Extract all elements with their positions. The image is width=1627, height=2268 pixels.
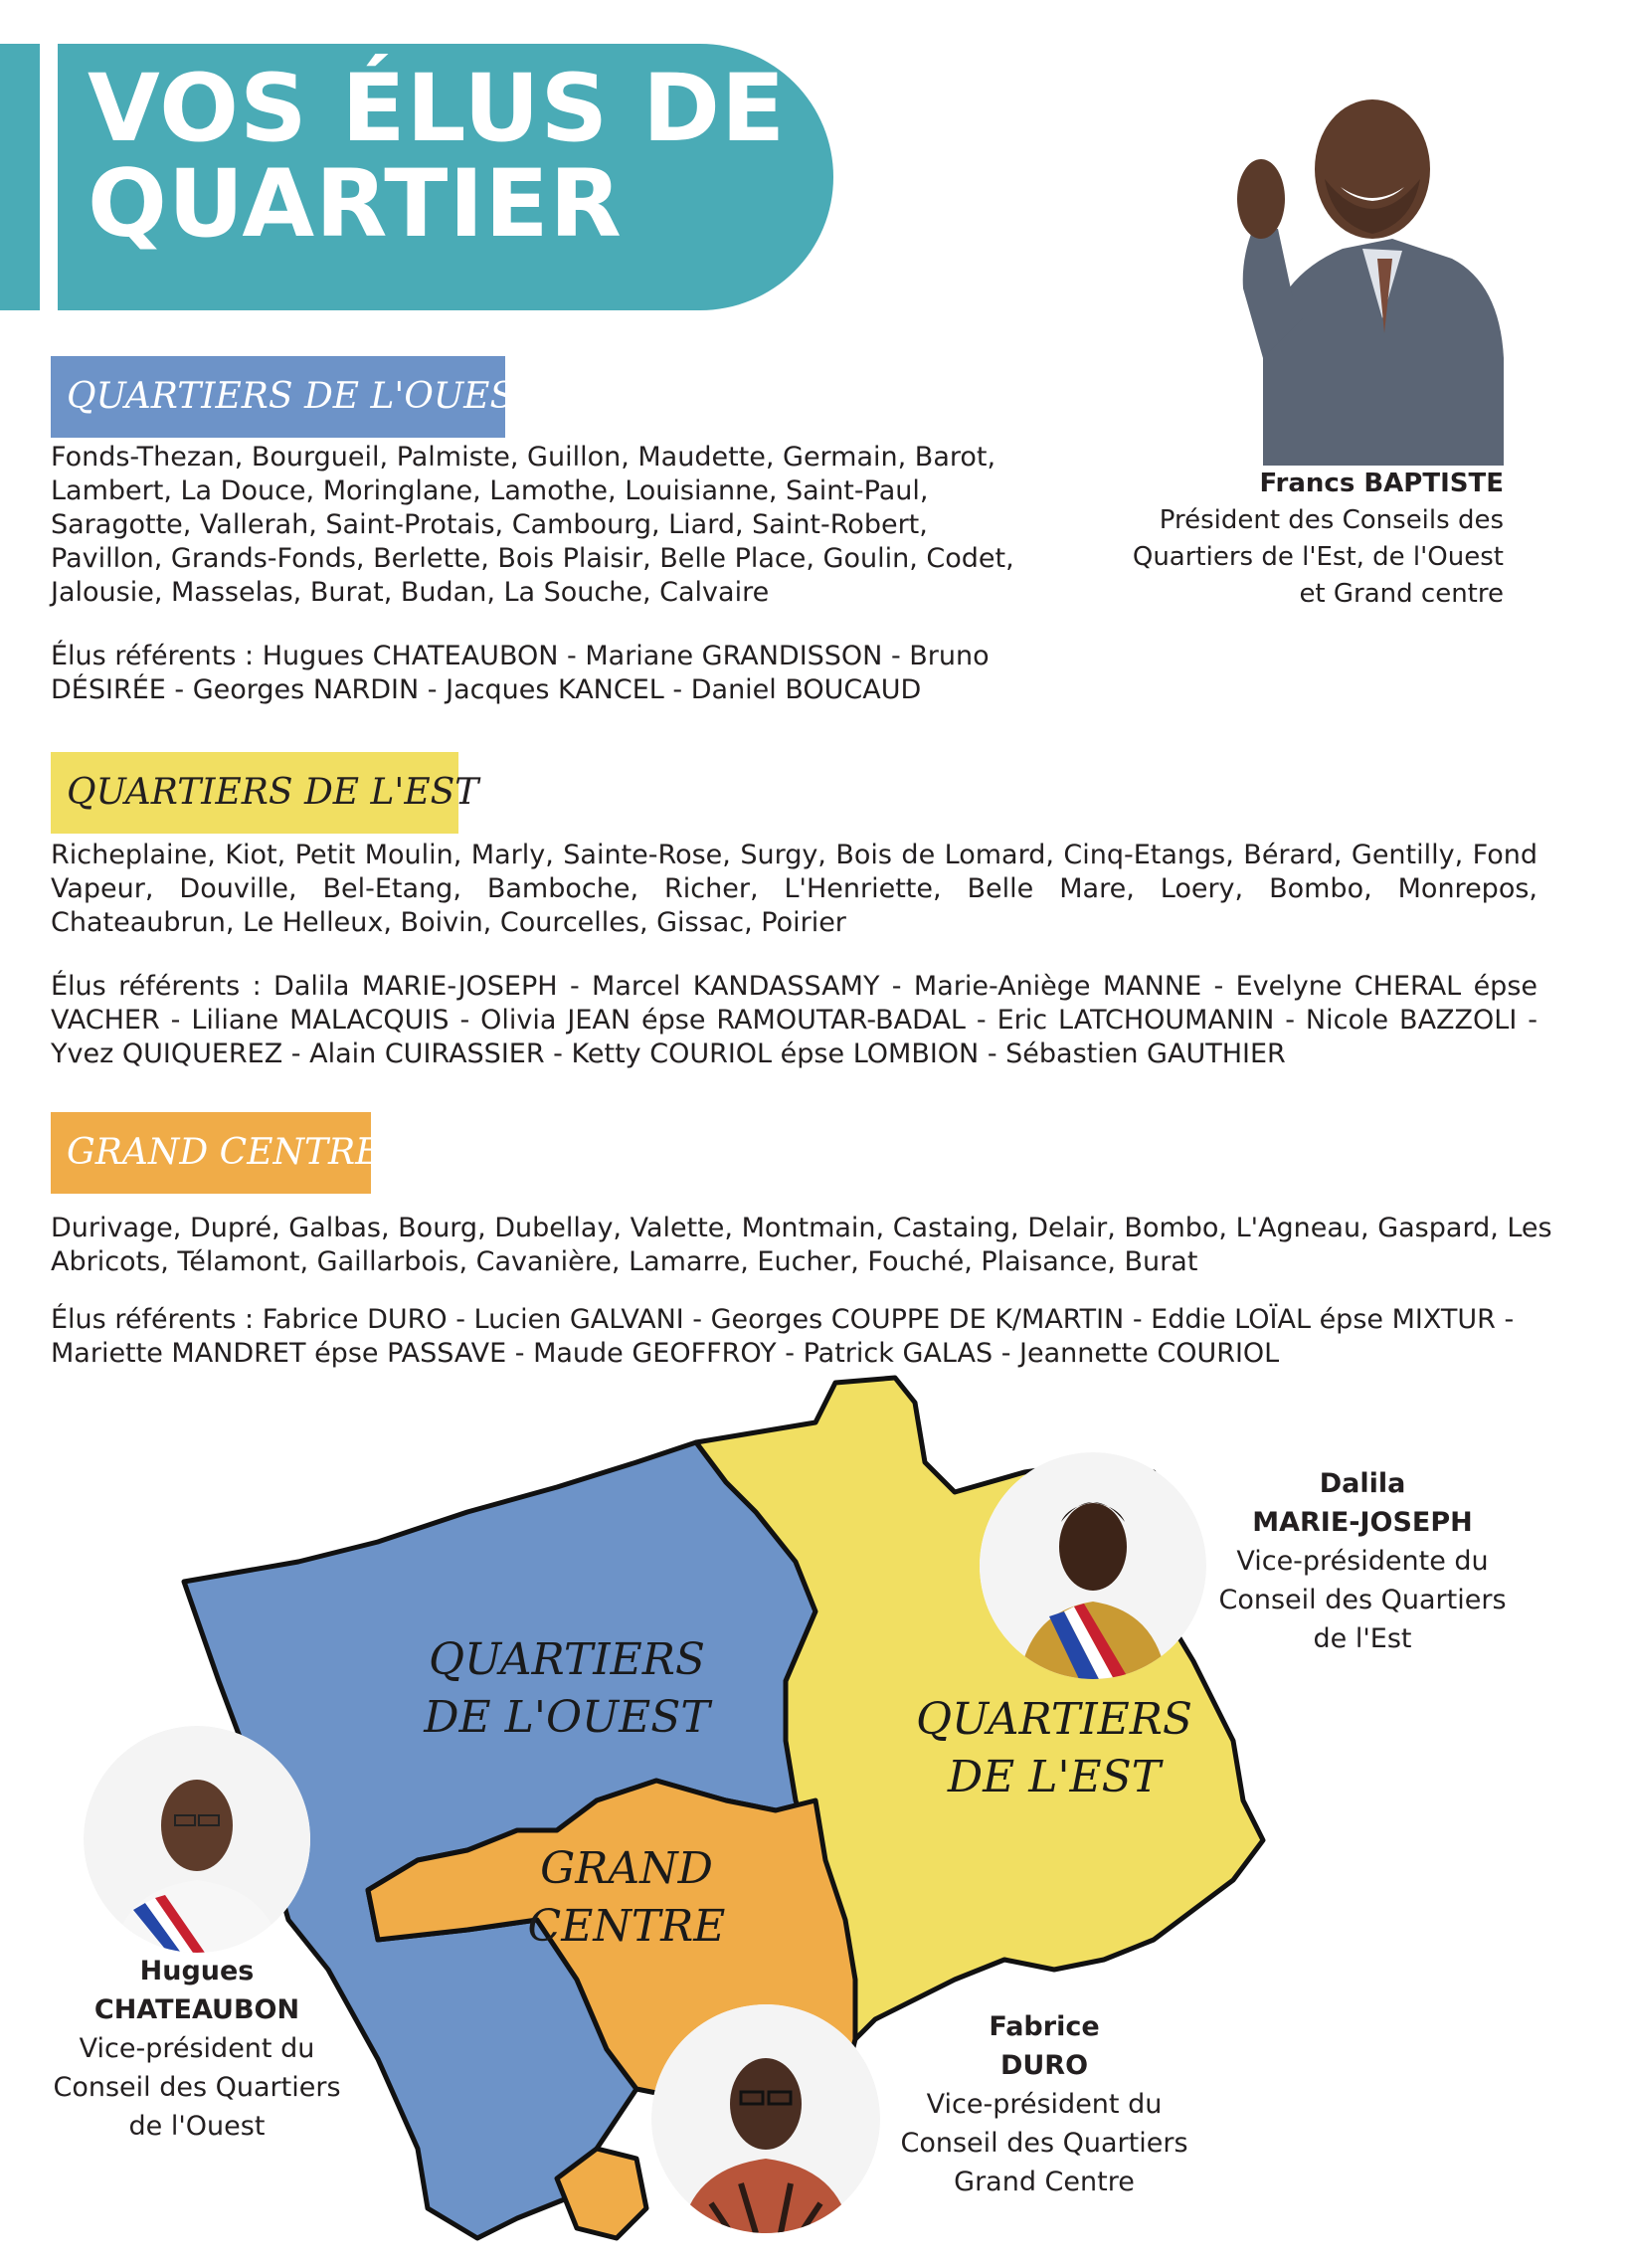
president-role-line2: Quartiers de l'Est, de l'Ouest (1132, 542, 1504, 572)
vp-est-role-line1: Vice-présidente du (1236, 1546, 1489, 1577)
ouest-referents-line: Élus référents : Hugues CHATEAUBON - Mariane GRANDISSON - Bruno (51, 641, 990, 671)
vp-centre-role-line3: Grand Centre (954, 2167, 1135, 2197)
vp-centre-name-line1: Fabrice (989, 2011, 1100, 2042)
map-label-ouest-line1: QUARTIERS (428, 1634, 706, 1685)
section-est-neighborhoods: Richeplaine, Kiot, Petit Moulin, Marly, Sainte-Rose, Surgy, Bois de Lomard, Cinq-Etangs, Bérard, Gentilly, Fond Vapeur, Douville, Bel-Etang, Bamboche, Richer, L'Henriette, Belle Mare, Loery, Bombo, Monrepos, Chateaubrun, Le Helleux, Boivin, Courcelles, Gissac, Poirier (51, 840, 1537, 938)
map-label-centre (497, 1840, 756, 1956)
vp-est-role-line3: de l'Est (1313, 1623, 1412, 1654)
centre-referents-line: Élus référents : Fabrice DURO - Lucien GALVANI - Georges COUPPE DE K/MARTIN - Eddie LOÏAL épse MIXTUR - (51, 1304, 1515, 1335)
vp-centre-name-line2: DURO (999, 2050, 1089, 2081)
section-est-referents: Élus référents : Dalila MARIE-JOSEPH - Marcel KANDASSAMY - Marie-Aniège MANNE - Evelyne CHERAL épse VACHER - Liliane MALACQUIS - Olivia JEAN épse RAMOUTAR-BADAL - Eric LATCHOUMANIN - Nicole BAZZOLI - Yvez QUIQUEREZ - Alain CUIRASSIER - Ketty COURIOL épse LOMBION - Sébastien GAUTHIER (51, 971, 1537, 1069)
section-ouest-referents (51, 640, 1045, 707)
vp-ouest-role-line3: de l'Ouest (128, 2111, 266, 2142)
section-centre-neighborhoods (51, 1212, 1572, 1279)
vp-ouest-caption (20, 1952, 374, 2146)
section-centre-referents (51, 1303, 1572, 1371)
ouest-neighborhoods-line: Pavillon, Grands-Fonds, Berlette, Bois Plaisir, Belle Place, Goulin, Codet, (51, 543, 1014, 574)
ouest-referents-line: DÉSIRÉE - Georges NARDIN - Jacques KANCEL - Daniel BOUCAUD (51, 674, 922, 705)
page-title (88, 55, 804, 259)
map-label-est-line2: DE L'EST (947, 1752, 1162, 1802)
vp-ouest-role-line1: Vice-président du (79, 2033, 315, 2064)
president-photo (1223, 60, 1504, 466)
vp-est-role-line2: Conseil des Quartiers (1218, 1585, 1507, 1615)
centre-neighborhoods-line: Abricots, Télamont, Gaillarbois, Cavanière, Lamarre, Eucher, Fouché, Plaisance, Burat (51, 1246, 1198, 1277)
president-name: Francs BAPTISTE (1259, 469, 1504, 498)
map-label-est-line1: QUARTIERS (915, 1694, 1193, 1745)
ouest-neighborhoods-line: Fonds-Thezan, Bourgueil, Palmiste, Guillon, Maudette, Germain, Barot, (51, 442, 996, 472)
president-role-line1: Président des Conseils des (1159, 505, 1504, 535)
portrait-hugues-chateaubon (84, 1726, 310, 1953)
vp-centre-role-line1: Vice-président du (926, 2089, 1163, 2120)
map-label-centre-line2: CENTRE (527, 1901, 726, 1952)
vp-est-name-line1: Dalila (1319, 1468, 1406, 1499)
section-ouest-neighborhoods (51, 441, 1045, 610)
map-label-ouest-line2: DE L'OUEST (424, 1692, 710, 1743)
page-title-line1: VOS ÉLUS DE (88, 55, 787, 163)
portrait-dalila-marie-joseph (980, 1452, 1206, 1679)
vp-ouest-name-line2: CHATEAUBON (93, 1994, 300, 2025)
section-ouest-label: QUARTIERS DE L'OUEST (51, 356, 505, 438)
vp-est-caption (1188, 1464, 1537, 1658)
vp-est-name-line2: MARIE-JOSEPH (1252, 1507, 1473, 1538)
president-caption (1094, 466, 1504, 613)
vp-ouest-role-line2: Conseil des Quartiers (53, 2072, 341, 2103)
page-title-line2: QUARTIER (88, 150, 623, 259)
ouest-neighborhoods-line: Lambert, La Douce, Moringlane, Lamothe, Louisianne, Saint-Paul, (51, 475, 929, 506)
map-label-ouest (418, 1631, 716, 1747)
map-label-centre-line1: GRAND (540, 1843, 713, 1894)
section-centre-label: GRAND CENTRE (51, 1112, 371, 1194)
section-est-label: QUARTIERS DE L'EST (51, 752, 458, 834)
president-role-line3: et Grand centre (1299, 579, 1504, 609)
portrait-fabrice-duro (651, 2004, 880, 2233)
vp-ouest-name-line1: Hugues (139, 1956, 255, 1986)
ouest-neighborhoods-line: Jalousie, Masselas, Burat, Budan, La Souche, Calvaire (51, 577, 770, 608)
ouest-neighborhoods-line: Saragotte, Vallerah, Saint-Protais, Cambourg, Liard, Saint-Robert, (51, 509, 928, 540)
map-label-est (905, 1691, 1203, 1806)
header-stripe (0, 44, 40, 310)
centre-referents-line: Mariette MANDRET épse PASSAVE - Maude GEOFFROY - Patrick GALAS - Jeannette COURIOL (51, 1338, 1280, 1369)
centre-neighborhoods-line: Durivage, Dupré, Galbas, Bourg, Dubellay, Valette, Montmain, Castaing, Delair, Bombo, L'Agneau, Gaspard, Les (51, 1213, 1552, 1243)
vp-centre-caption (880, 2007, 1208, 2201)
vp-centre-role-line2: Conseil des Quartiers (900, 2128, 1188, 2159)
